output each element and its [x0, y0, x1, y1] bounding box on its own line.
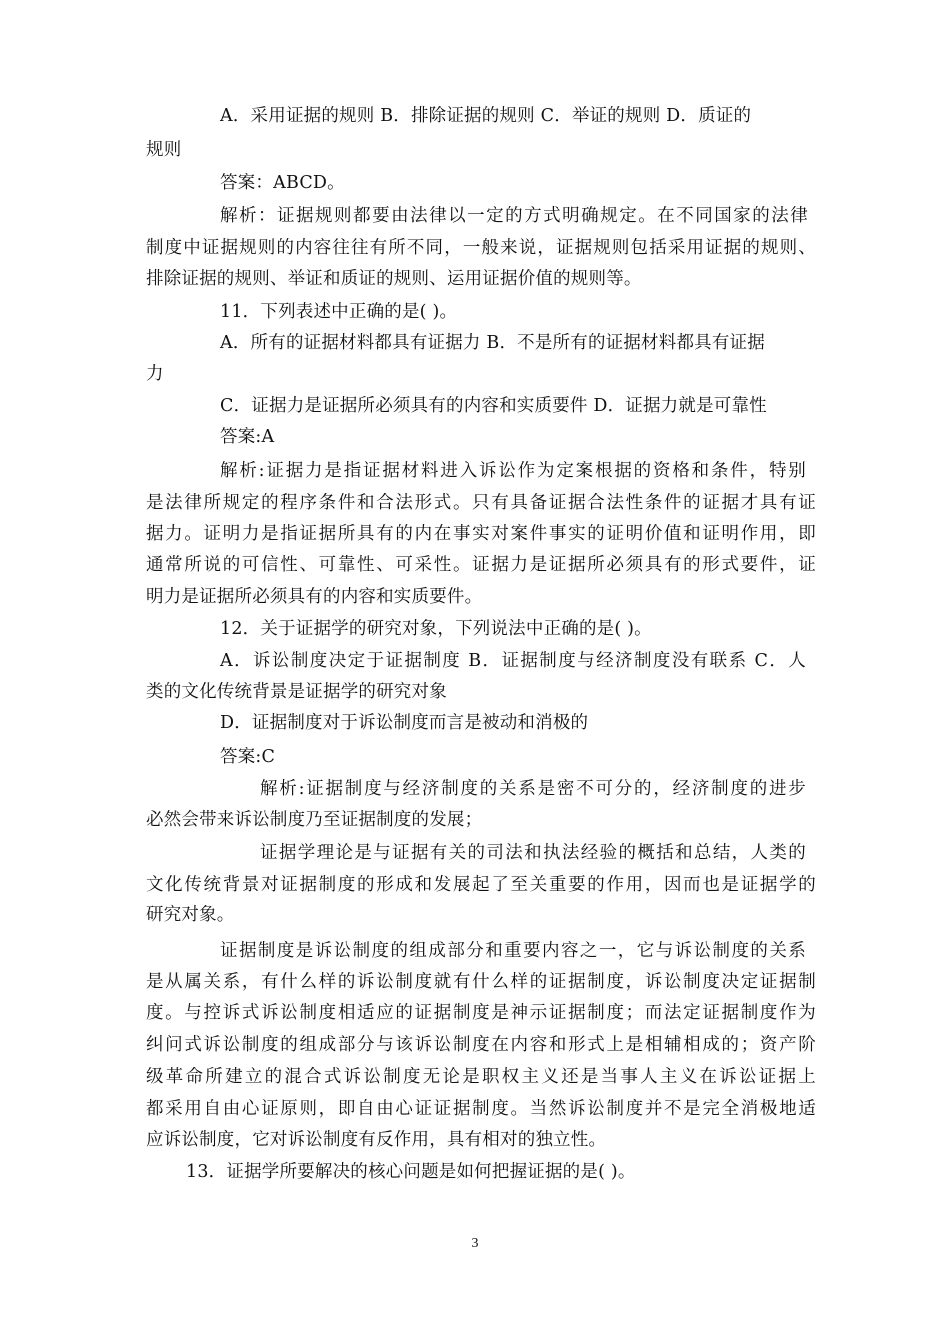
text-line: 通常所说的可信性、可靠性、可采性。证据力是证据所必须具有的形式要件，证: [146, 555, 816, 575]
question-line: 11．下列表述中正确的是( )。: [220, 302, 458, 322]
text-line: 是法律所规定的程序条件和合法形式。只有具备证据合法性条件的证据才具有证: [146, 493, 816, 513]
answer-line: 答案:A: [220, 427, 275, 447]
text-line: 规则: [146, 140, 182, 160]
text-line: 是从属关系，有什么样的诉讼制度就有什么样的证据制度，诉讼制度决定证据制: [146, 972, 816, 992]
text-line: 排除证据的规则、举证和质证的规则、运用证据价值的规则等。: [146, 269, 642, 289]
text-line: A．诉讼制度决定于证据制度 B．证据制度与经济制度没有联系 C．人: [220, 651, 806, 671]
question-line: 13．证据学所要解决的核心问题是如何把握证据的是( )。: [186, 1162, 636, 1182]
text-line: 明力是证据所必须具有的内容和实质要件。: [146, 587, 483, 607]
answer-line: 答案:C: [220, 747, 276, 767]
text-line: 证据学理论是与证据有关的司法和执法经验的概括和总结，人类的: [260, 843, 806, 863]
text-line: 级革命所建立的混合式诉讼制度无论是职权主义还是当事人主义在诉讼证据上: [146, 1067, 816, 1087]
text-line: 必然会带来诉讼制度乃至证据制度的发展；: [146, 810, 483, 830]
text-line: 证据制度是诉讼制度的组成部分和重要内容之一，它与诉讼制度的关系: [220, 941, 806, 961]
page-number: 3: [471, 1236, 479, 1251]
text-line: 研究对象。: [146, 905, 235, 925]
analysis-line: 解析:证据力是指证据材料进入诉讼作为定案根据的资格和条件，特别: [220, 461, 806, 481]
text-line: A．采用证据的规则 B．排除证据的规则 C．举证的规则 D．质证的: [220, 106, 752, 126]
text-line: 都采用自由心证原则，即自由心证证据制度。当然诉讼制度并不是完全消极地适: [146, 1099, 816, 1119]
text-line: 应诉讼制度，它对诉讼制度有反作用，具有相对的独立性。: [146, 1130, 607, 1150]
text-line: A．所有的证据材料都具有证据力 B．不是所有的证据材料都具有证据: [220, 333, 765, 353]
text-line: C．证据力是证据所必须具有的内容和实质要件 D．证据力就是可靠性: [220, 396, 767, 416]
text-line: 力: [146, 364, 164, 384]
analysis-line: 解析:证据制度与经济制度的关系是密不可分的，经济制度的进步: [260, 779, 806, 799]
text-line: 类的文化传统背景是证据学的研究对象: [146, 682, 447, 702]
text-line: 度。与控诉式诉讼制度相适应的证据制度是神示证据制度；而法定证据制度作为: [146, 1003, 816, 1023]
text-line: 据力。证明力是指证据所具有的内在事实对案件事实的证明价值和证明作用，即: [146, 524, 816, 544]
text-line: D．证据制度对于诉讼制度而言是被动和消极的: [220, 713, 589, 733]
answer-line: 答案：ABCD。: [220, 173, 345, 193]
analysis-line: 解析：证据规则都要由法律以一定的方式明确规定。在不同国家的法律: [220, 206, 808, 226]
text-line: 纠问式诉讼制度的组成部分与该诉讼制度在内容和形式上是相辅相成的；资产阶: [146, 1035, 816, 1055]
question-line: 12．关于证据学的研究对象，下列说法中正确的是( )。: [220, 619, 652, 639]
text-line: 文化传统背景对证据制度的形成和发展起了至关重要的作用，因而也是证据学的: [146, 875, 816, 895]
text-line: 制度中证据规则的内容往往有所不同，一般来说，证据规则包括采用证据的规则、: [146, 238, 816, 258]
